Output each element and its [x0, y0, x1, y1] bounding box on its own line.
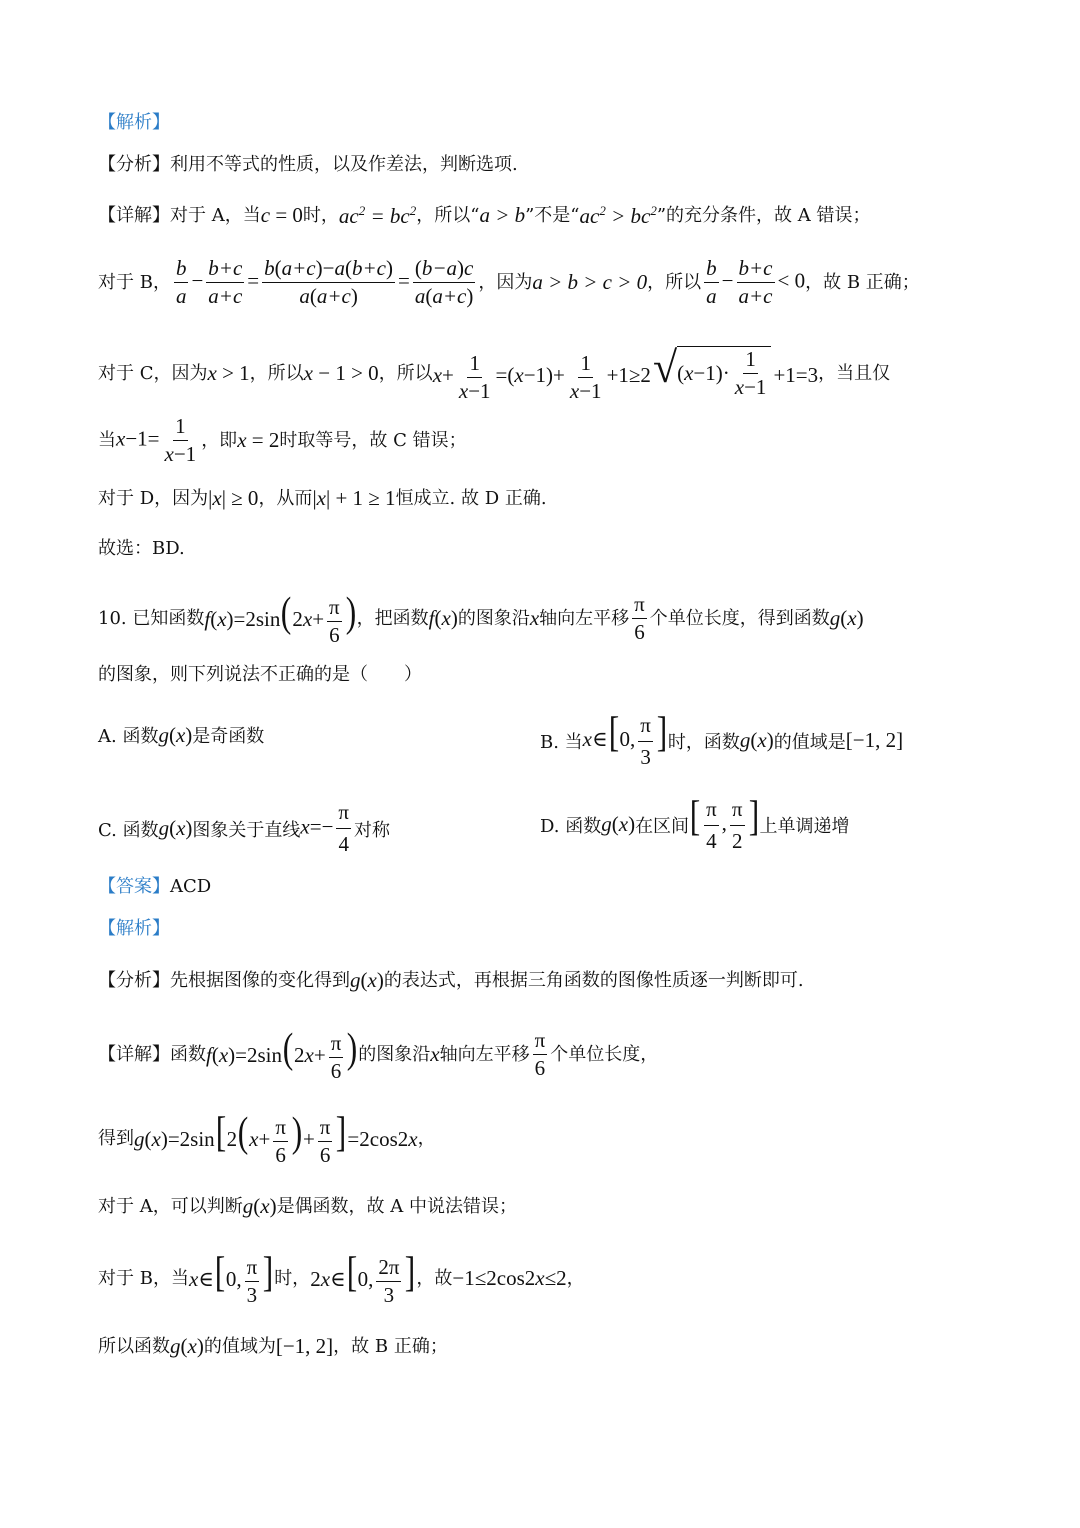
option-d: D. 函数 g(x) 在区间 [ $\frac{\pi}{4}$ , $\frac{\pi}{2}$ ] 上单调递增: [540, 794, 850, 853]
jiexi-tag-2: 【解析】: [98, 918, 170, 939]
detail-range-line: 所以函数 g(x) 的值域为 [−1, 2] ，故 B 正确；: [98, 1334, 448, 1358]
option-c: C. 函数 g(x) 图象关于直线 x=− $\frac{\pi}{4}$ 对称: [98, 800, 391, 856]
option-a: A. 函数 g(x) 是奇函数: [98, 722, 265, 747]
detail-c2-line: 当 x−1= $\frac{1}{x-1}$ ，即 x = 2 时取等号，故 C 错误；: [98, 414, 467, 466]
detail-shift-line: 【详解】 函数 f(x)=2sin(2x+ $\frac{\pi}{6}$ ) 的图象沿 x 轴向左平移 $\frac{\pi}{6}$ 个单位长度，: [98, 1026, 659, 1083]
detail-a2-line: 对于 A，可以判断 g(x) 是偶函数，故 A 中说法错误；: [98, 1194, 518, 1218]
detail-get-line: 得到 g(x)=2sin[2(x+ $\frac{\pi}{6}$ )+ $\frac{\pi}{6}$ ]=2cos2x ，: [98, 1110, 436, 1167]
choose-line: 故选：BD.: [98, 538, 185, 559]
detail-b-line: 对于 B， $\frac{b}{a}$ − $\frac{b+c}{a+c}$ = $\frac{b(a+c)-a(b+c)}{a(a+c)}$ = $\frac{(b-a)c}{a(a+c)}$ ，因为 a > b > c > 0 ，所以 $\frac{b}{a}$ − $\frac{b+c}{a+c}$ < 0 ，故 B 正确；: [98, 256, 920, 308]
detail-d-line: 对于 D，因为 |x| ≥ 0 ，从而 |x| + 1 ≥ 1 恒成立. 故 D 正确.: [98, 486, 547, 510]
q10-stem-2: 的图象，则下列说法不正确的是（ ）: [98, 664, 422, 685]
detail-c-line: 对于 C，因为 x > 1 ，所以 x − 1 > 0 ，所以 x+ $\frac{1}{x-1}$ =(x−1)+ $\frac{1}{x-1}$ +1≥2 √ ( x −1)· $\frac{1}{x-1}$ +1=3 ，当且仅: [98, 343, 891, 403]
detail-b2-line: 对于 B，当 x∈[0, $\frac{\pi}{3}$ ] 时， 2x∈[0, $\frac{2\pi}{3}$ ] ，故 −1≤2cos2x≤2 ，: [98, 1250, 585, 1307]
fenxi-line-2: 【分析】 先根据图像的变化得到 g(x) 的表达式，再根据三角函数的图像性质逐一判断即可.: [98, 968, 804, 992]
detail-a-line: 【详解】 对于 A，当 c = 0 时， $ac^2 = bc^2$ ，所以“ a > b ”不是“ $ac^2 > bc^2$ ”的充分条件，故 A 错误；: [98, 203, 871, 228]
answer-line: 【答案】 ACD: [98, 876, 212, 897]
jiexi-tag-1: 【解析】: [98, 112, 170, 133]
fenxi-line-1: 【分析】 利用不等式的性质，以及作差法，判断选项.: [98, 154, 518, 175]
q10-stem: 10. 已知函数 f(x)=2sin(2x+ $\frac{\pi}{6}$ ) ，把函数 f(x) 的图象沿 x 轴向左平移 $\frac{\pi}{6}$ 个单位长度，得到函数 g(x): [98, 590, 864, 647]
option-b: B. 当 x∈[0, $\frac{\pi}{3}$ ] 时，函数 g(x) 的值域是 [−1, 2]: [540, 710, 904, 769]
